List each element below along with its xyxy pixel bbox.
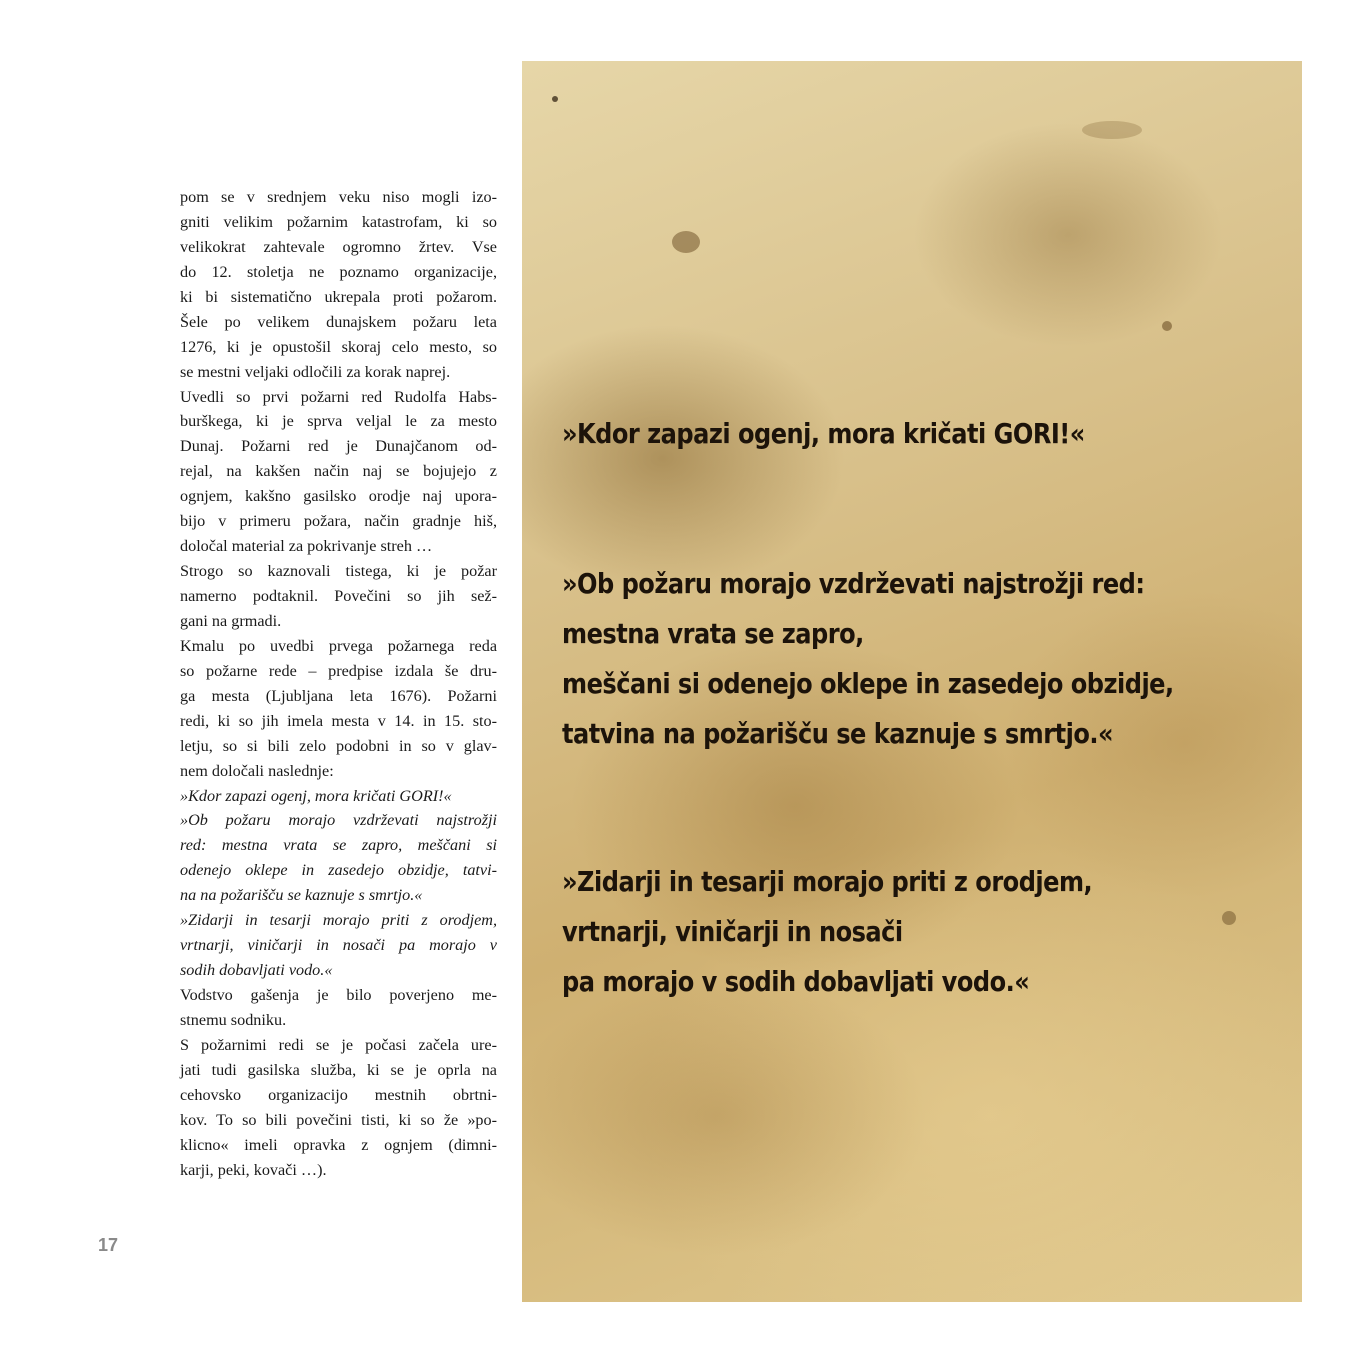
body-text-line: vrtnarji, viničarji in nosači pa morajo v: [180, 936, 497, 955]
body-text-line: redi, ki so jih imela mesta v 14. in 15. sto-: [180, 711, 497, 730]
body-text-line: na na požarišču se kaznuje s smrtjo.«: [180, 886, 423, 905]
body-text-line: karji, peki, kovači …).: [180, 1160, 327, 1179]
body-text-line: bijo v primeru požara, način gradnje hiš,: [180, 512, 497, 531]
body-text-line: Kmalu po uvedbi prvega požarnega reda: [180, 636, 497, 655]
body-text-line: S požarnimi redi se je počasi začela ure-: [180, 1035, 497, 1054]
body-text-line: gniti velikim požarnim katastrofam, ki so: [180, 212, 497, 231]
body-text-line: nem določali naslednje:: [180, 761, 334, 780]
body-text-line: burškega, ki je sprva veljal le za mesto: [180, 412, 497, 431]
quote-line: »Ob požaru morajo vzdrževati najstrožji red:: [562, 567, 1145, 600]
quote-block: [562, 409, 1181, 459]
body-text-line: Šele po velikem dunajskem požaru leta: [180, 312, 497, 331]
stain-decoration: [1222, 911, 1236, 925]
stain-decoration: [552, 96, 558, 102]
body-text-line: red: mestna vrata se zapro, meščani si: [180, 836, 497, 855]
body-text-line: so požarne rede – predpise izdala še dru-: [180, 661, 497, 680]
body-text-line: Dunaj. Požarni red je Dunajčanom od-: [180, 437, 497, 456]
body-text-line: Uvedli so prvi požarni red Rudolfa Habs-: [180, 387, 497, 406]
stain-decoration: [672, 231, 700, 253]
body-text-line: »Kdor zapazi ogenj, mora kričati GORI!«: [180, 786, 452, 805]
body-text-line: jati tudi gasilska služba, ki se je oprla na: [180, 1060, 497, 1079]
quote-line: mestna vrata se zapro,: [562, 617, 864, 650]
body-text-line: se mestni veljaki odločili za korak naprej.: [180, 362, 451, 381]
stain-decoration: [1082, 121, 1142, 139]
body-text-line: letju, so si bili zelo podobni in so v glav-: [180, 736, 497, 755]
body-text-line: stnemu sodniku.: [180, 1010, 287, 1029]
page-number: 17: [98, 1235, 119, 1255]
body-text-line: ognjem, kakšno gasilsko orodje naj upora-: [180, 487, 497, 506]
body-text-line: »Ob požaru morajo vzdrževati najstrožji: [180, 811, 497, 830]
body-text-line: Vodstvo gašenja je bilo poverjeno me-: [180, 986, 497, 1004]
body-text-line: namerno podtaknil. Povečini so jih sež-: [180, 587, 497, 605]
quote-block: [562, 857, 1181, 1007]
quote-block: [562, 559, 1181, 759]
quote-line: »Kdor zapazi ogenj, mora kričati GORI!«: [562, 417, 1085, 450]
body-text-line: pom se v srednjem veku niso mogli izo-: [180, 188, 497, 206]
quote-line: vrtnarji, viničarji in nosači: [562, 915, 903, 948]
body-text-line: ga mesta (Ljubljana leta 1676). Požarni: [180, 686, 497, 705]
body-text-line: »Zidarji in tesarji morajo priti z orodjem,: [180, 911, 497, 930]
body-text-line: Strogo so kaznovali tistega, ki je požar: [180, 562, 497, 581]
body-text-line: 1276, ki je opustošil skoraj celo mesto, so: [180, 337, 497, 356]
body-text-line: cehovsko organizacijo mestnih obrtni-: [180, 1085, 497, 1104]
body-text-line: odenejo oklepe in zasedejo obzidje, tatvi-: [180, 861, 497, 880]
body-text-line: sodih dobavljati vodo.«: [180, 961, 333, 980]
body-text-line: velikokrat zahtevale ogromno žrtev. Vse: [180, 237, 497, 256]
body-text-line: rejal, na kakšen način naj se bojujejo z: [180, 462, 497, 481]
quote-line: pa morajo v sodih dobavljati vodo.«: [562, 965, 1030, 998]
body-text-line: klicno« imeli opravka z ognjem (dimni-: [180, 1135, 497, 1154]
parchment-image-panel: [522, 61, 1302, 1302]
body-text-line: določal material za pokrivanje streh …: [180, 537, 433, 556]
body-text-line: gani na grmadi.: [180, 611, 282, 630]
quote-line: »Zidarji in tesarji morajo priti z orodjem,: [562, 865, 1093, 898]
body-text-column: [180, 185, 497, 1183]
quote-line: tatvina na požarišču se kaznuje s smrtjo.«: [562, 717, 1114, 750]
body-text-line: do 12. stoletja ne poznamo organizacije,: [180, 262, 497, 281]
stain-decoration: [1162, 321, 1172, 331]
body-text-line: kov. To so bili povečini tisti, ki so že »po-: [180, 1110, 497, 1129]
body-text-line: ki bi sistematično ukrepala proti požarom.: [180, 287, 497, 306]
quote-line: meščani si odenejo oklepe in zasedejo obzidje,: [562, 667, 1174, 700]
